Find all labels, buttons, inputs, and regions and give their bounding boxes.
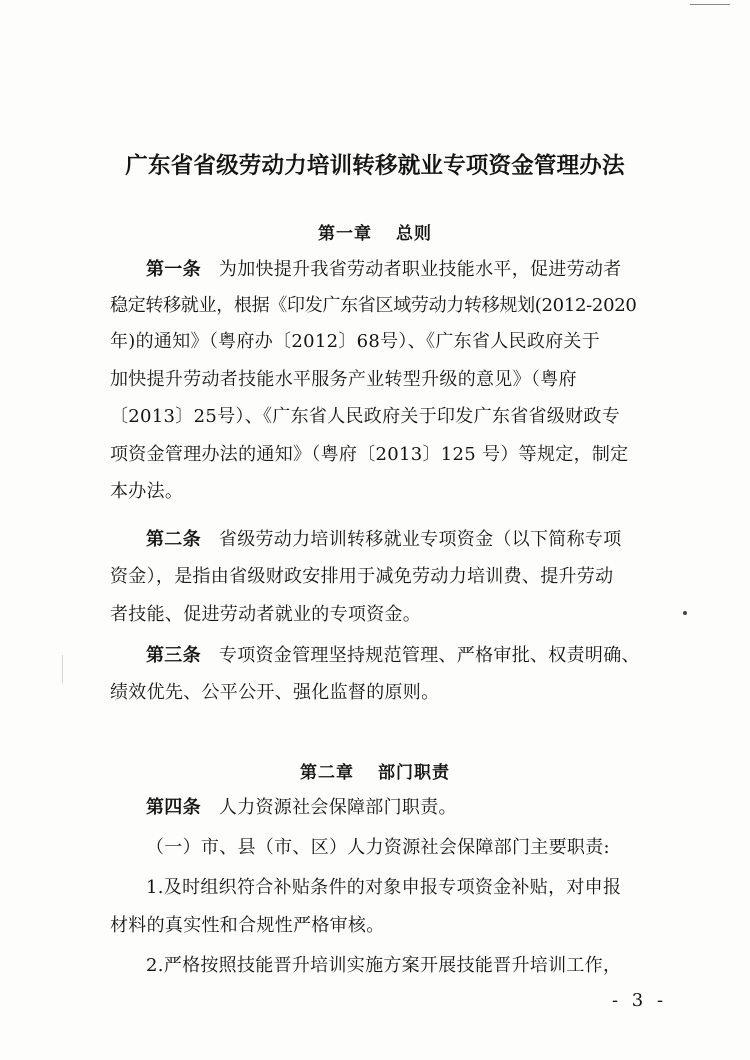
article-text: 省级劳动力培训转移就业专项资金（以下简称专项 [218,529,622,550]
article-2-line-1 [146,528,690,552]
item-1-heading: （一）市、县（市、区）人力资源社会保障部门主要职责: [146,837,610,858]
item-1-1-line-1: 1.及时组织符合补贴条件的对象申报专项资金补贴，对申报 [146,877,622,898]
article-1-line-5: 〔2013〕25号）、《广东省人民政府关于印发广东省省级财政专 [110,406,621,427]
article-2-line-3: 者技能、促进劳动者就业的专项资金。 [110,604,422,625]
scan-mark [62,655,63,683]
article-1-line-2: 稳定转移就业，根据《印发广东省区域劳动力转移规划(2012-2020 [110,295,637,316]
article-label: 第一条 [146,259,201,280]
article-3-line-2: 绩效优先、公平公开、强化监督的原则。 [110,682,440,703]
chapter-name: 部门职责 [378,763,450,783]
article-1-line-3: 年)的通知》（粤府办〔2012〕68号）、《广东省人民政府关于 [110,331,601,352]
article-1-line-1 [146,258,690,282]
chapter-name: 总则 [396,224,432,244]
page-number: - 3 - [612,990,668,1011]
scan-mark [690,4,730,5]
article-text: 专项资金管理坚持规范管理、严格审批、权责明确、 [218,645,640,666]
article-3-line-1 [146,644,690,668]
chapter-heading-2 [60,758,690,783]
article-label: 第四条 [146,797,201,818]
chapter-number: 第一章 [318,224,372,244]
chapter-number: 第二章 [300,763,354,783]
article-text: 人力资源社会保障部门职责。 [218,797,457,818]
chapter-heading-1 [60,219,690,244]
article-2-line-2: 资金），是指由省级财政安排用于减免劳动力培训费、提升劳动 [110,566,614,587]
document-title: 广东省省级劳动力培训转移就业专项资金管理办法 [125,153,625,179]
article-1-line-6: 项资金管理办法的通知》（粤府〔2013〕125 号）等规定，制定 [110,444,629,465]
article-text: 为加快提升我省劳动者职业技能水平，促进劳动者 [218,259,622,280]
item-1-1-line-2: 材料的真实性和合规性严格审核。 [110,915,385,936]
item-1-2-line-1: 2.严格按照技能晋升培训实施方案开展技能晋升培训工作， [146,955,622,976]
article-label: 第二条 [146,529,201,550]
article-1-line-4: 加快提升劳动者技能水平服务产业转型升级的意见》（粤府 [110,369,577,390]
article-1-line-7: 本办法。 [110,481,184,502]
article-4-line-1 [146,796,690,820]
article-label: 第三条 [146,645,201,666]
scan-dot [683,611,687,615]
